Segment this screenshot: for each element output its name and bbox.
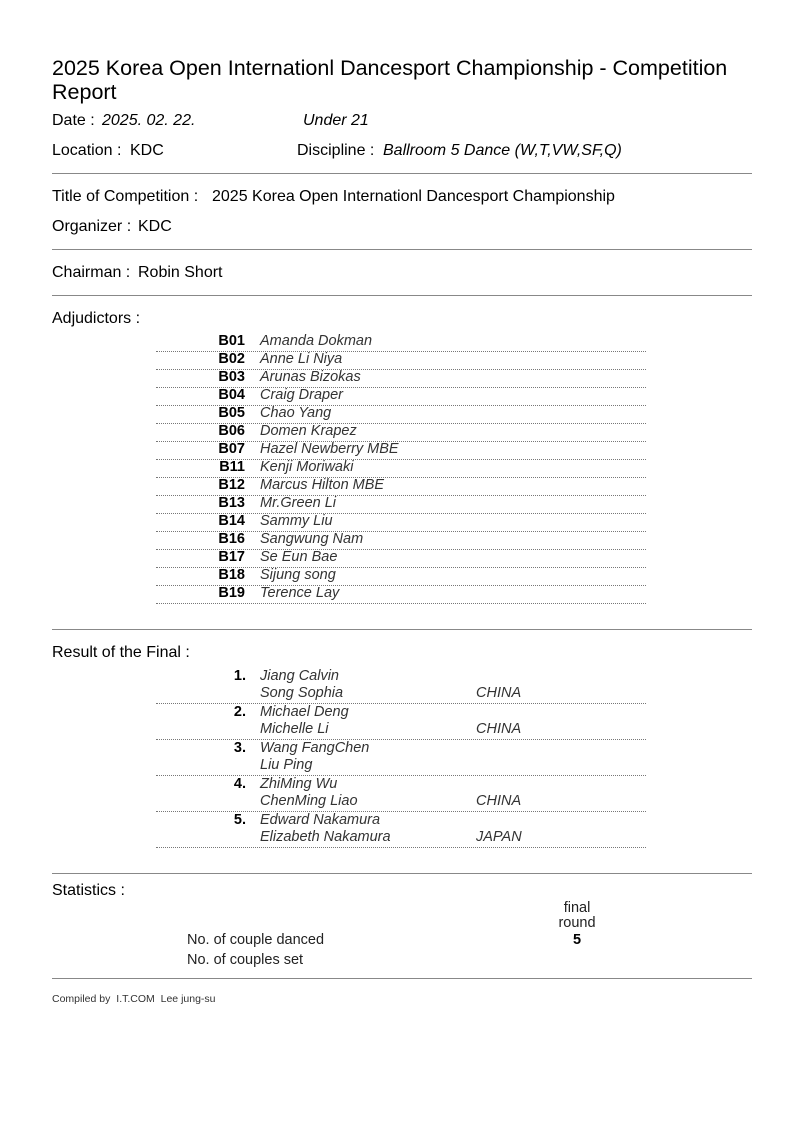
page-title: 2025 Korea Open Internationl Dancesport Championship - Competition Report xyxy=(52,56,728,104)
result-leader-line xyxy=(156,668,646,686)
result-leader-line xyxy=(156,704,646,722)
adjudicator-row xyxy=(156,387,646,406)
adjudicator-code: B13 xyxy=(218,495,245,511)
adjudicator-code: B17 xyxy=(218,549,245,565)
result-follower-line xyxy=(156,757,646,776)
competition-title-label: Title of Competition : xyxy=(52,188,199,205)
result-leader: Edward Nakamura xyxy=(260,812,381,828)
divider xyxy=(52,629,752,630)
result-follower-line xyxy=(156,793,646,812)
compiled-label: Compiled by xyxy=(52,993,111,1005)
adjudicator-name: Anne Li Niya xyxy=(260,351,343,367)
result-place: 3. xyxy=(233,740,246,756)
result-place: 2. xyxy=(233,704,246,720)
adjudicator-name: Arunas Bizokas xyxy=(260,369,361,385)
result-country: CHINA xyxy=(476,721,522,737)
divider xyxy=(52,249,752,250)
adjudicator-code: B02 xyxy=(218,351,245,367)
adjudicator-code: B19 xyxy=(218,585,245,601)
adjudicator-name: Marcus Hilton MBE xyxy=(260,477,385,493)
adjudicator-code: B04 xyxy=(218,387,245,403)
result-follower: Song Sophia xyxy=(260,685,344,701)
result-country: CHINA xyxy=(476,685,522,701)
stat-couples-danced-value: 5 xyxy=(572,932,582,948)
organizer-value: KDC xyxy=(138,218,172,235)
adjudicator-row xyxy=(156,405,646,424)
competition-title-value: 2025 Korea Open Internationl Dancesport Championship xyxy=(212,188,615,205)
adjudicator-code: B16 xyxy=(218,531,245,547)
result-place: 4. xyxy=(233,776,246,792)
adjudicator-name: Sijung song xyxy=(260,567,336,583)
adjudicator-name: Kenji Moriwaki xyxy=(260,459,354,475)
result-follower: Michelle Li xyxy=(260,721,329,737)
result-leader: Michael Deng xyxy=(260,704,349,720)
adjudicator-row xyxy=(156,369,646,388)
adjudicator-name: Mr.Green Li xyxy=(260,495,337,511)
adjudicator-code: B06 xyxy=(218,423,245,439)
adjudicator-name: Hazel Newberry MBE xyxy=(260,441,399,457)
result-follower: Liu Ping xyxy=(260,757,313,773)
discipline-label: Discipline : xyxy=(297,142,375,159)
adjudicator-name: Terence Lay xyxy=(260,585,340,601)
result-follower: Elizabeth Nakamura xyxy=(260,829,391,845)
date-value: 2025. 02. 22. xyxy=(102,112,196,129)
adjudicator-row xyxy=(156,459,646,478)
adjudicator-row xyxy=(156,549,646,568)
location-label: Location : xyxy=(52,142,122,159)
adjudicator-name: Amanda Dokman xyxy=(260,333,373,349)
result-leader: Wang FangChen xyxy=(260,740,370,756)
divider xyxy=(52,873,752,874)
results-heading: Result of the Final : xyxy=(52,644,190,661)
result-follower: ChenMing Liao xyxy=(260,793,358,809)
adjudicator-row xyxy=(156,531,646,550)
adjudicator-row xyxy=(156,495,646,514)
location-value: KDC xyxy=(130,142,164,159)
date-label: Date : xyxy=(52,112,95,129)
adjudicator-row xyxy=(156,567,646,586)
footer xyxy=(52,993,216,1005)
result-leader-line xyxy=(156,740,646,758)
adjudicator-code: B03 xyxy=(218,369,245,385)
category-value: Under 21 xyxy=(303,112,369,129)
result-leader-line xyxy=(156,776,646,794)
result-country: JAPAN xyxy=(476,829,522,845)
adjudicator-name: Craig Draper xyxy=(260,387,343,403)
statistics-heading: Statistics : xyxy=(52,882,125,899)
adjudicator-code: B14 xyxy=(218,513,245,529)
adjudicator-row xyxy=(156,441,646,460)
adjudicator-row xyxy=(156,477,646,496)
divider xyxy=(52,978,752,979)
adjudicator-row xyxy=(156,513,646,532)
stat-couples-danced-label: No. of couple danced xyxy=(187,932,325,948)
result-country: CHINA xyxy=(476,793,522,809)
discipline-value: Ballroom 5 Dance (W,T,VW,SF,Q) xyxy=(383,142,622,159)
divider xyxy=(52,173,752,174)
adjudicator-row xyxy=(156,351,646,370)
result-follower-line xyxy=(156,829,646,848)
adjudicator-row xyxy=(156,585,646,604)
divider xyxy=(52,295,752,296)
adjudicator-name: Se Eun Bae xyxy=(260,549,338,565)
organizer-label: Organizer : xyxy=(52,218,132,235)
stat-col-header-round: round xyxy=(558,915,596,931)
chairman-value: Robin Short xyxy=(138,264,223,281)
adjudicator-code: B07 xyxy=(218,441,245,457)
adjudicator-name: Sangwung Nam xyxy=(260,531,364,547)
adjudicators-heading: Adjudictors : xyxy=(52,310,141,327)
stat-couples-set-label: No. of couples set xyxy=(187,952,304,968)
adjudicator-code: B11 xyxy=(219,459,245,475)
adjudicator-code: B18 xyxy=(218,567,245,583)
result-place: 5. xyxy=(233,812,246,828)
chairman-label: Chairman : xyxy=(52,264,131,281)
adjudicator-name: Chao Yang xyxy=(260,405,332,421)
compiled-value: I.T.COM Lee jung-su xyxy=(116,993,216,1005)
adjudicator-row xyxy=(156,333,646,352)
result-leader: ZhiMing Wu xyxy=(260,776,338,792)
result-leader: Jiang Calvin xyxy=(260,668,339,684)
result-place: 1. xyxy=(233,668,246,684)
stat-col-header-final: final xyxy=(563,900,591,916)
adjudicator-row xyxy=(156,423,646,442)
result-leader-line xyxy=(156,812,646,830)
adjudicator-name: Sammy Liu xyxy=(260,513,333,529)
adjudicator-code: B12 xyxy=(218,477,245,493)
adjudicator-code: B01 xyxy=(218,333,245,349)
adjudicator-code: B05 xyxy=(218,405,245,421)
adjudicator-name: Domen Krapez xyxy=(260,423,357,439)
result-follower-line xyxy=(156,721,646,740)
result-follower-line xyxy=(156,685,646,704)
